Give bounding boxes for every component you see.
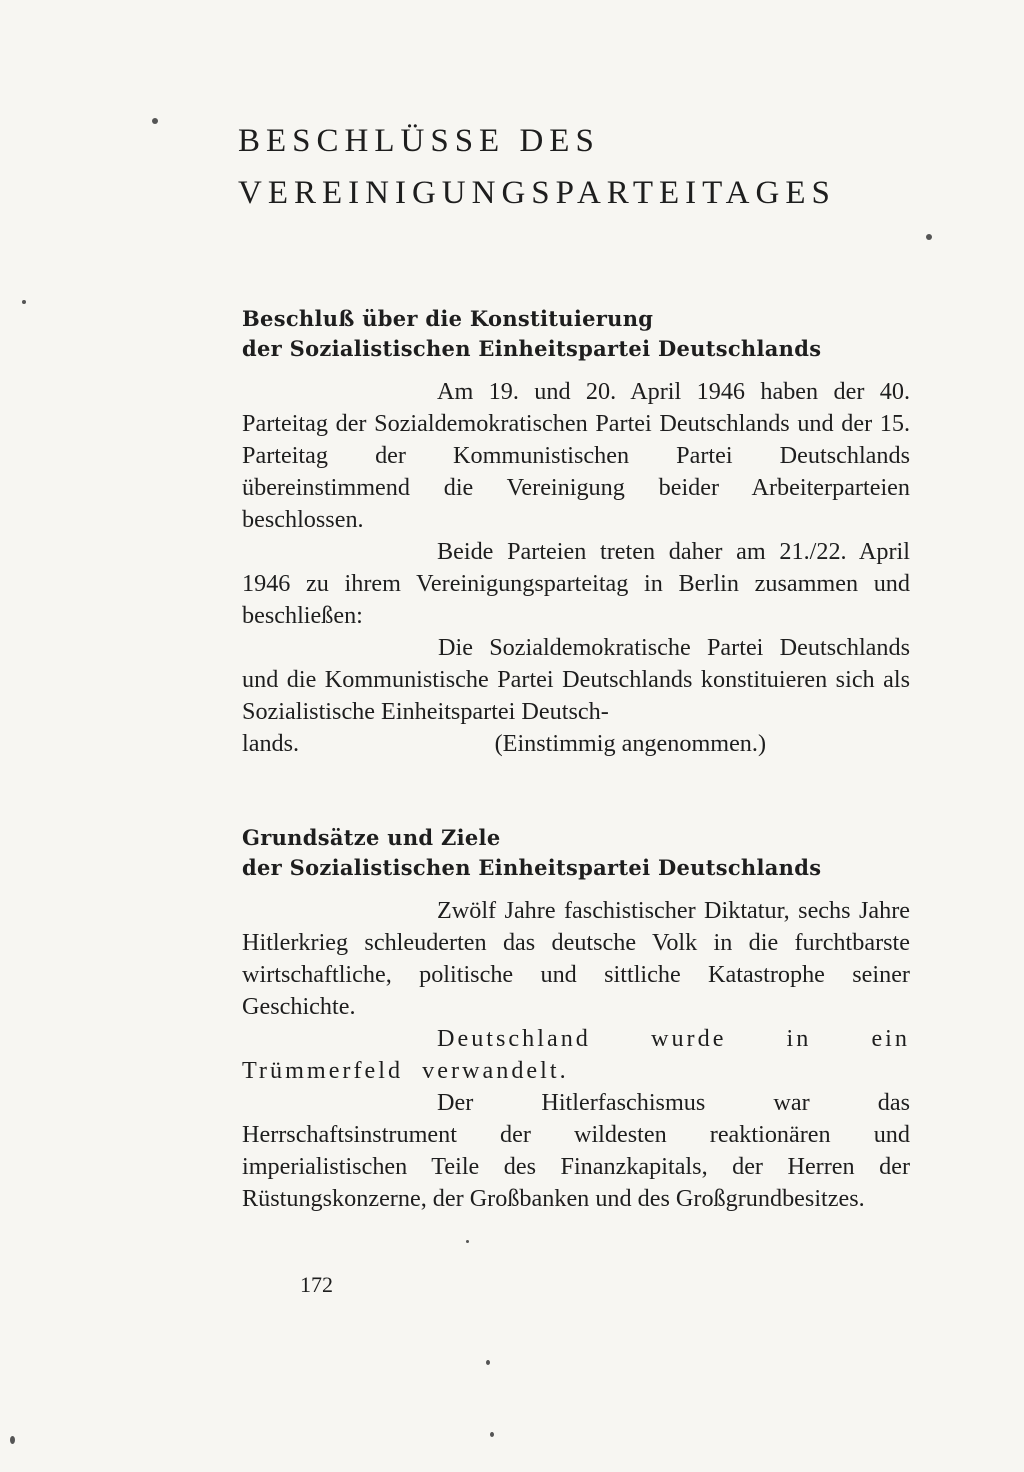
paragraph-spaced: Deutschland wurde in ein Trümmerfeld verwandelt. — [242, 1025, 910, 1084]
heading-line-2: der Sozialistischen Einheitspartei Deutschlands — [242, 336, 822, 361]
scan-speck — [152, 118, 158, 124]
page-title — [238, 115, 938, 219]
page-number: 172 — [300, 1272, 333, 1297]
heading-line-2: der Sozialistischen Einheitspartei Deutschlands — [242, 855, 822, 880]
heading-line-1: Grundsätze und Ziele — [242, 825, 501, 850]
paragraph: Beide Parteien treten daher am 21./22. April 1946 zu ihrem Vereinigungsparteitag in Berlin zusammen und beschließen: — [242, 538, 910, 629]
title-line-1: BESCHLÜSSE DES — [238, 123, 600, 159]
section-heading — [242, 823, 910, 883]
scan-speck — [926, 234, 932, 240]
closing-line — [242, 728, 910, 760]
paragraph: Der Hitlerfaschismus war das Herrschaftsinstrument der wildesten reaktionären und imperialistischen Teile des Finanzkapitals, der Herren der Rüstungskonzerne, der Großbanken und des Großgrundbesitzes. — [242, 1089, 910, 1212]
scan-speck — [10, 1436, 15, 1444]
vote-note: (Einstimmig angenommen.) — [494, 730, 766, 757]
paragraph: Zwölf Jahre faschistischer Diktatur, sechs Jahre Hitlerkrieg schleuderten das deutsche Volk in die furchtbarste wirtschaftliche, politische und sittliche Katastrophe seiner Geschichte. — [242, 897, 910, 1020]
section-heading — [242, 304, 910, 364]
paragraph: Am 19. und 20. April 1946 haben der 40. Parteitag der Sozialdemokratischen Partei Deutschlands und der 15. Parteitag der Kommunistischen Partei Deutschlands übereinstimmend die Vereinigung beider Arbeiterparteien beschlossen. — [242, 378, 910, 533]
paragraph-end: lands. — [242, 730, 300, 757]
title-line-2: VEREINIGUNGSPARTEITAGES — [238, 175, 836, 211]
paragraph: Die Sozialdemokratische Partei Deutschlands und die Kommunistische Partei Deutschlands konstituieren sich als Sozialistische Einheitspartei Deutsch- — [242, 634, 910, 725]
heading-line-1: Beschluß über die Konstituierung — [242, 306, 654, 331]
section-body — [242, 376, 910, 760]
section-resolution — [242, 304, 910, 760]
scan-speck — [486, 1360, 490, 1365]
scan-speck — [22, 300, 26, 304]
scan-speck — [490, 1432, 494, 1437]
scan-speck — [466, 1240, 469, 1243]
section-principles — [242, 823, 910, 1215]
section-body — [242, 895, 910, 1215]
